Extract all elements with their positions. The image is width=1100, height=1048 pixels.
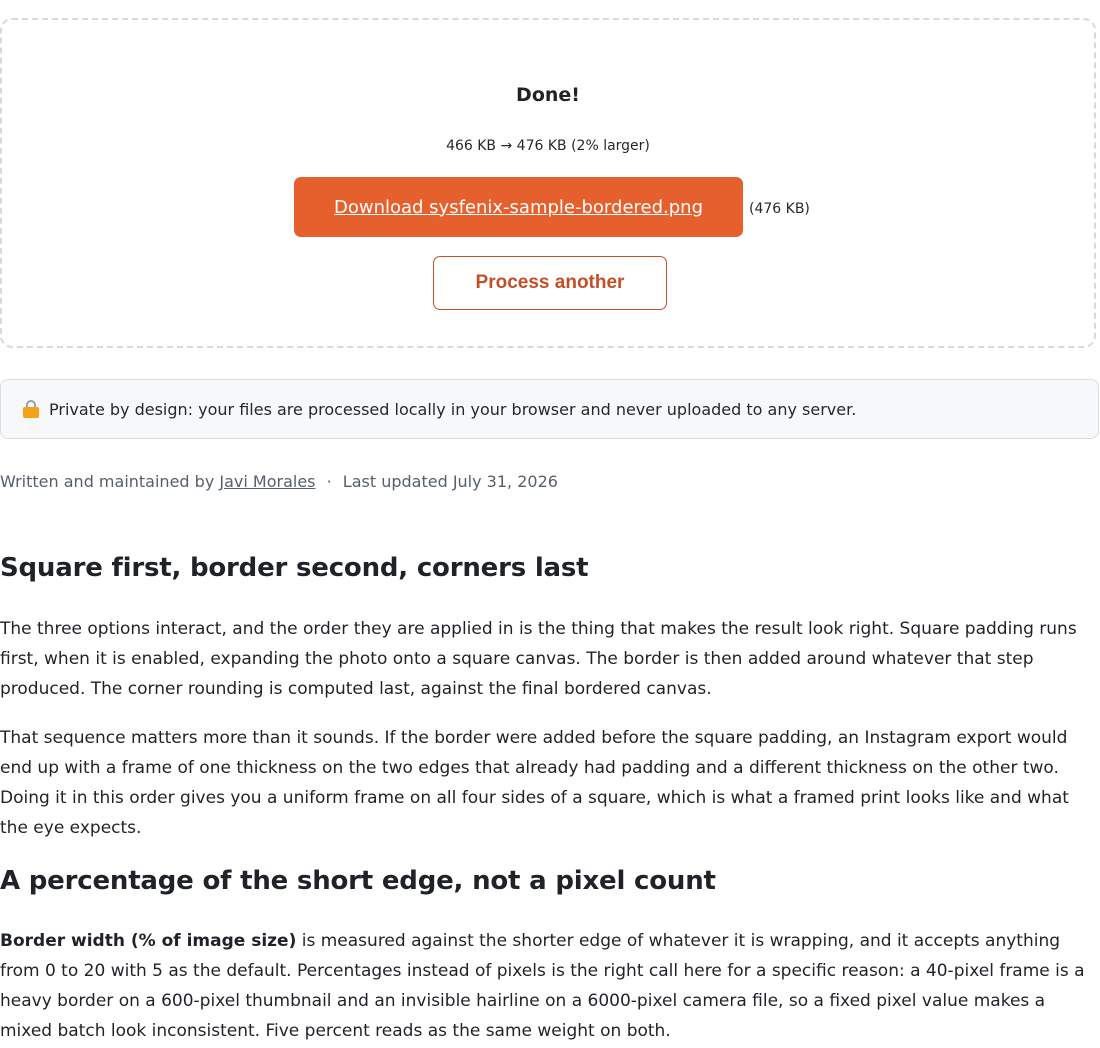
last-updated: Last updated July 31, 2026 [342,472,558,491]
done-title: Done! [516,84,580,106]
byline-separator: · [326,472,332,491]
section-heading-percentage: A percentage of the short edge, not a pixel count [0,866,716,896]
byline-prefix: Written and maintained by [0,472,215,491]
result-card [0,18,1096,348]
process-another-button[interactable]: Process another [433,256,667,310]
paragraph-percentage [0,926,1100,1046]
privacy-note [0,379,1099,439]
paragraph-order-2: That sequence matters more than it sounds. If the border were added before the square padding, an Instagram export would end up with a frame of one thickness on the two edges that already had padding and a different thickness on the other two. Doing it in this order gives you a uniform frame on all four sides of a square, which is what a framed print looks like and what the eye expects. [0,728,1069,838]
section-heading-order: Square first, border second, corners last [0,553,589,583]
download-size: (476 KB) [749,201,810,217]
download-button[interactable]: Download sysfenix-sample-bordered.png [294,177,743,237]
author-link[interactable]: Javi Morales [219,472,316,491]
byline [0,472,558,491]
paragraph-percentage-text: is measured against the shorter edge of whatever it is wrapping, and it accepts anything from 0 to 20 with 5 as the default. Percentages instead of pixels is the right call here for a specific reason: a 40-pixel frame is a heavy border on a 600-pixel thumbnail and an invisible hairline on a 6000-pixel camera file, so a fixed pixel value makes a mixed batch look inconsistent. Five percent reads as the same weight on both. [0,931,1085,1041]
privacy-note-text: Private by design: your files are processed locally in your browser and never uploaded to any server. [49,399,857,419]
border-width-term: Border width (% of image size) [0,931,297,951]
size-summary: 466 KB → 476 KB (2% larger) [446,138,650,154]
paragraph-order-1: The three options interact, and the order they are applied in is the thing that makes the result look right. Square padding runs first, when it is enabled, expanding the photo onto a square canvas. The border is then added around whatever that step produced. The corner rounding is computed last, against the final bordered canvas. [0,619,1077,699]
lock-icon [23,400,39,418]
